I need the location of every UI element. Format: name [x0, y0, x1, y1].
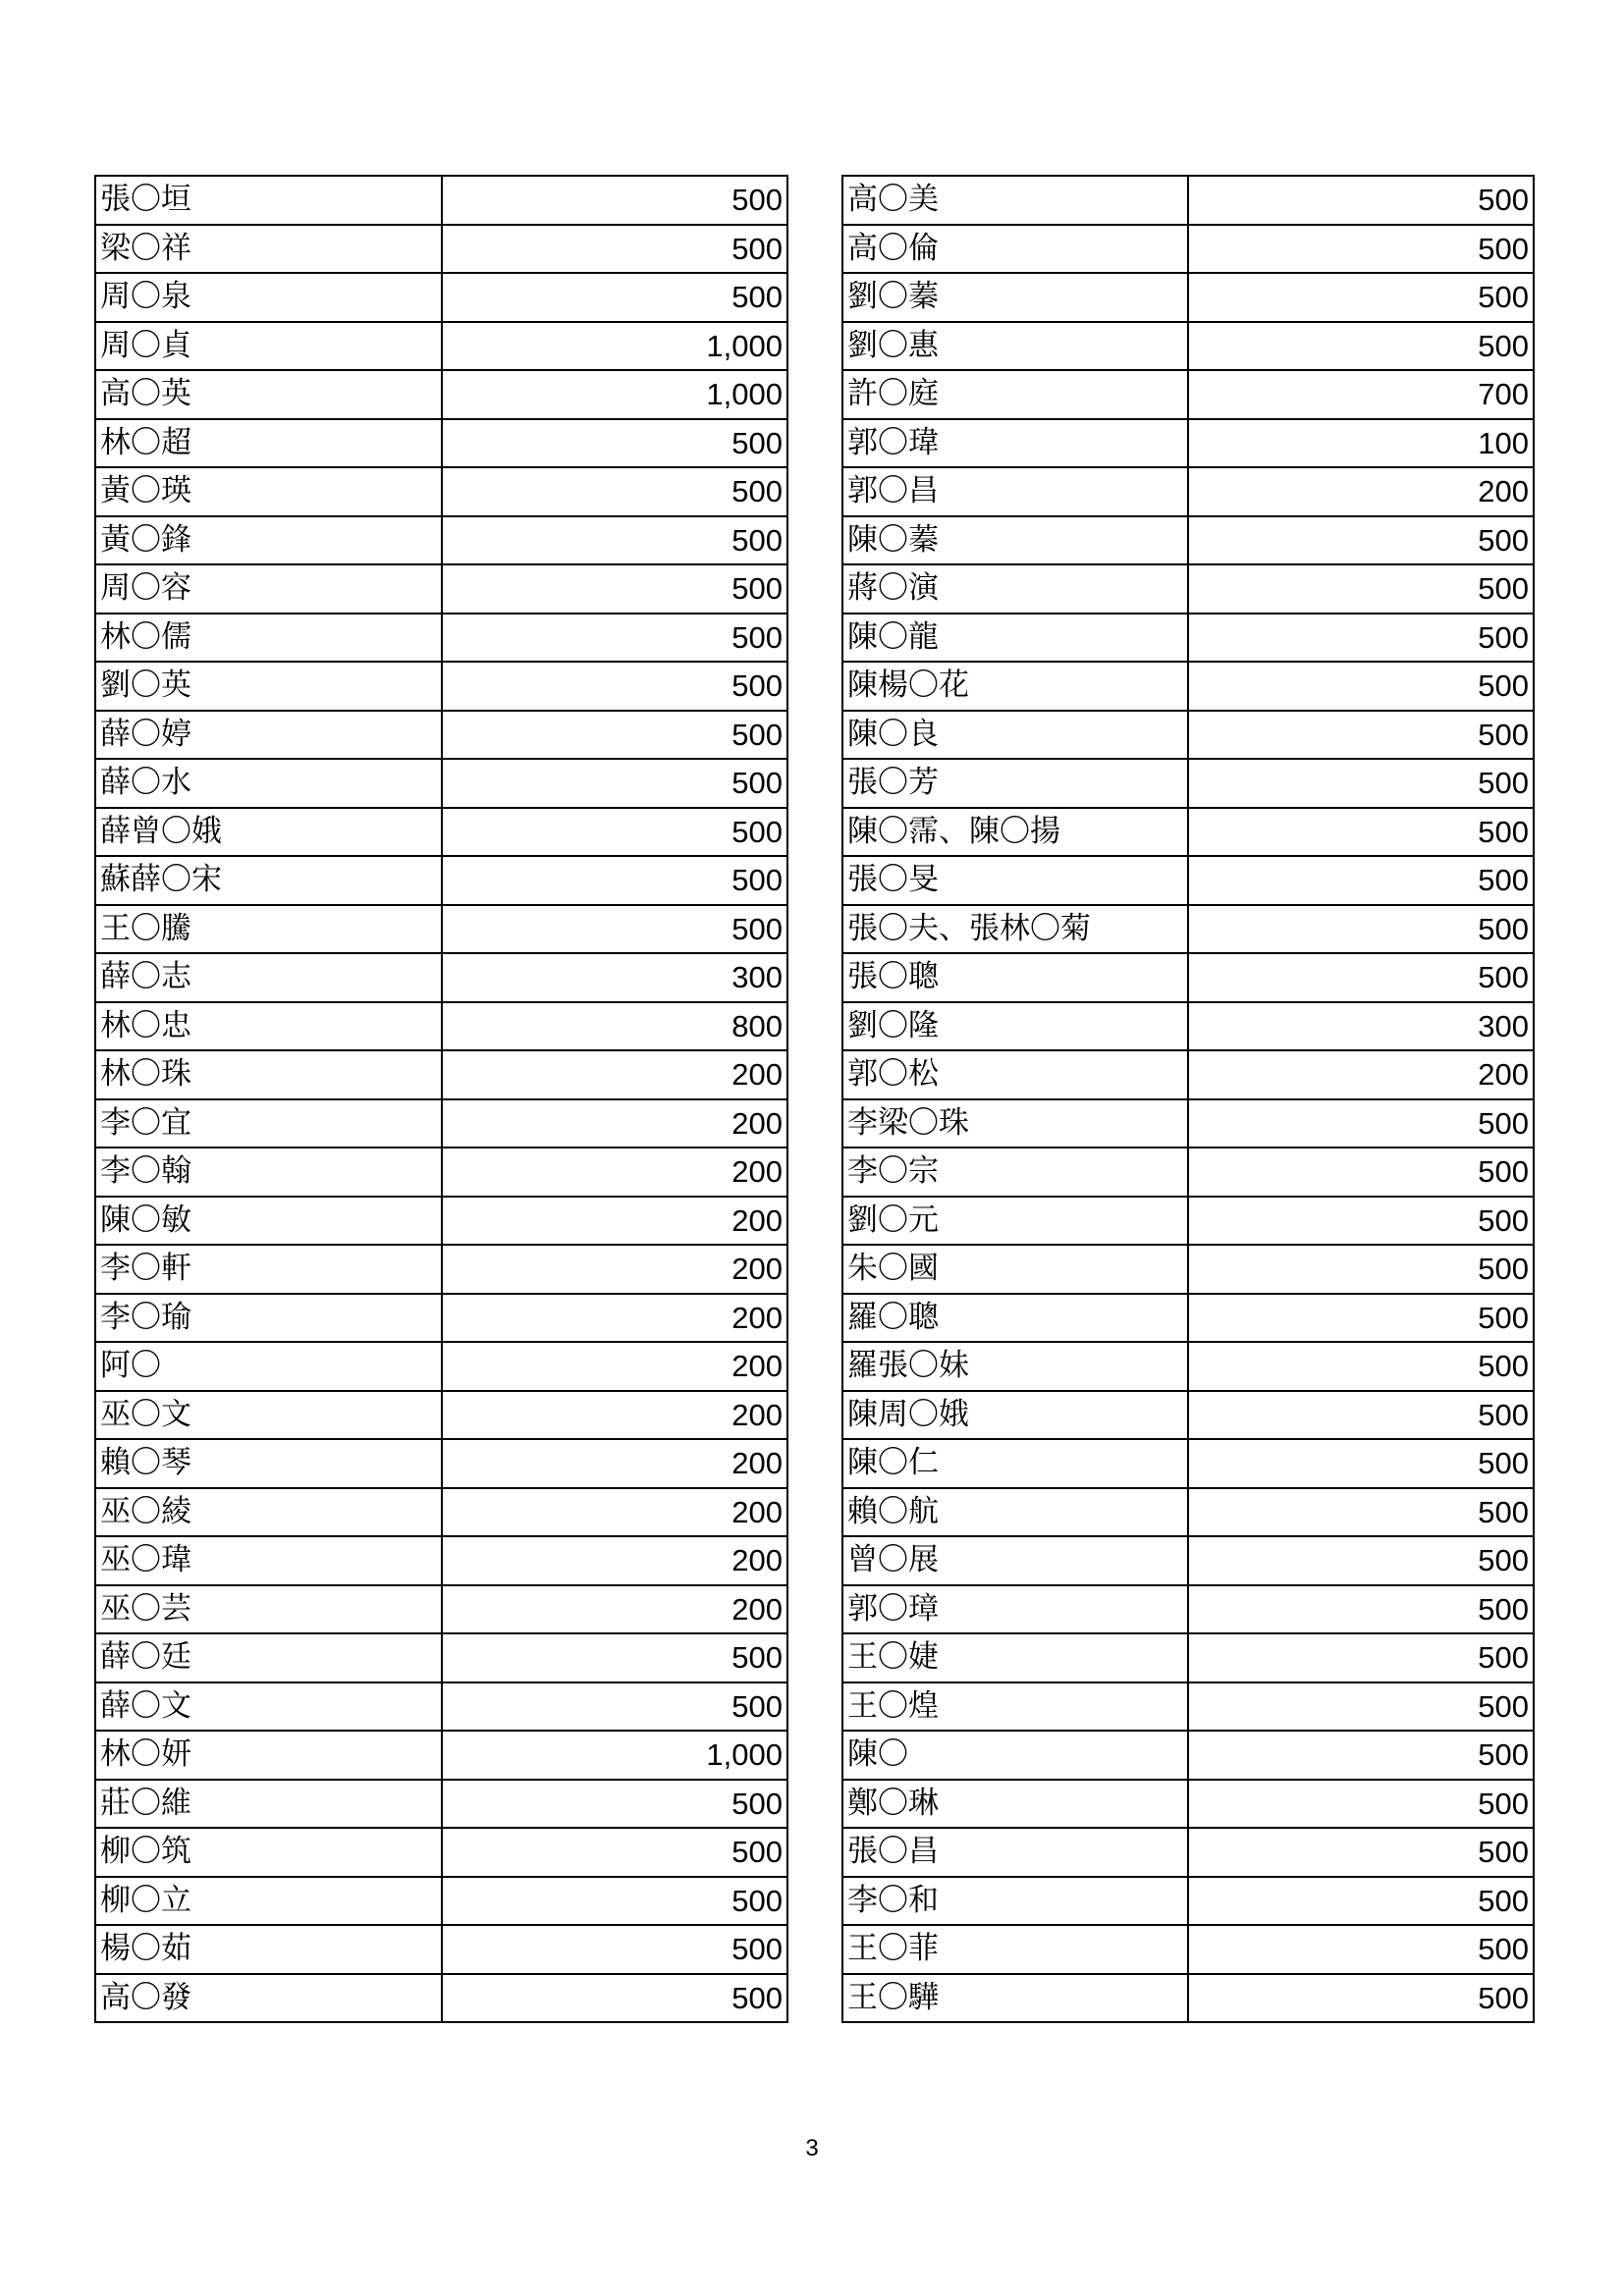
donor-name: 鄭〇琳	[842, 1780, 1188, 1829]
donor-name: 李〇軒	[95, 1245, 442, 1294]
donation-amount: 500	[1188, 1197, 1534, 1246]
donor-name: 劉〇隆	[842, 1002, 1188, 1051]
donation-amount: 1,000	[442, 1731, 788, 1780]
donor-name: 莊〇維	[95, 1780, 442, 1829]
donation-amount: 500	[1188, 225, 1534, 274]
table-row	[95, 614, 787, 663]
donor-name: 周〇容	[95, 564, 442, 614]
donation-amount: 500	[1188, 856, 1534, 905]
table-row	[842, 1828, 1534, 1877]
donation-amount: 500	[442, 419, 788, 468]
donation-amount: 500	[1188, 808, 1534, 857]
donor-name: 林〇忠	[95, 1002, 442, 1051]
donation-amount: 500	[1188, 662, 1534, 711]
donation-amount: 500	[442, 614, 788, 663]
table-row	[95, 176, 787, 225]
donor-name: 陳〇蓁	[842, 516, 1188, 565]
table-row	[95, 1439, 787, 1488]
donor-name: 張〇垣	[95, 176, 442, 225]
donation-amount: 500	[442, 1682, 788, 1732]
donation-amount: 500	[1188, 1488, 1534, 1537]
donor-name: 郭〇昌	[842, 467, 1188, 516]
donation-amount: 200	[1188, 467, 1534, 516]
donor-name: 李〇宗	[842, 1148, 1188, 1197]
donation-amount: 500	[442, 711, 788, 760]
donation-amount: 500	[1188, 905, 1534, 954]
table-row	[842, 176, 1534, 225]
donor-name: 賴〇航	[842, 1488, 1188, 1537]
donor-name: 巫〇芸	[95, 1585, 442, 1634]
table-row	[95, 564, 787, 614]
donation-amount: 200	[442, 1050, 788, 1099]
donor-name: 李〇翰	[95, 1148, 442, 1197]
donation-amount: 500	[442, 176, 788, 225]
donor-name: 林〇超	[95, 419, 442, 468]
table-row	[95, 759, 787, 808]
table-row	[95, 419, 787, 468]
donor-name: 高〇美	[842, 176, 1188, 225]
donor-name: 薛〇文	[95, 1682, 442, 1732]
table-row	[842, 1585, 1534, 1634]
table-row	[842, 1633, 1534, 1682]
table-row	[842, 1974, 1534, 2023]
donation-amount: 500	[442, 1925, 788, 1974]
table-row	[95, 1245, 787, 1294]
table-row	[842, 614, 1534, 663]
donor-name: 張〇夫、張林〇菊	[842, 905, 1188, 954]
table-row	[842, 1050, 1534, 1099]
table-row	[842, 516, 1534, 565]
table-row	[842, 1391, 1534, 1440]
donor-name: 陳周〇娥	[842, 1391, 1188, 1440]
table-row	[842, 564, 1534, 614]
table-row	[842, 1148, 1534, 1197]
donor-name: 巫〇文	[95, 1391, 442, 1440]
donation-amount: 500	[442, 1633, 788, 1682]
table-row	[95, 370, 787, 419]
donation-amount: 1,000	[442, 322, 788, 371]
table-row	[95, 1342, 787, 1391]
table-row	[842, 1002, 1534, 1051]
donor-name: 柳〇筑	[95, 1828, 442, 1877]
table-row	[95, 1536, 787, 1585]
donation-amount: 100	[1188, 419, 1534, 468]
donor-name: 高〇英	[95, 370, 442, 419]
donor-name: 劉〇蓁	[842, 273, 1188, 322]
table-row	[95, 322, 787, 371]
donation-amount: 500	[1188, 1294, 1534, 1343]
donor-name: 張〇芳	[842, 759, 1188, 808]
donor-name: 梁〇祥	[95, 225, 442, 274]
donor-name: 王〇騰	[95, 905, 442, 954]
table-row	[842, 1682, 1534, 1732]
donor-name: 陳〇	[842, 1731, 1188, 1780]
table-row	[842, 273, 1534, 322]
donation-amount: 500	[442, 1828, 788, 1877]
donation-amount: 500	[1188, 1974, 1534, 2023]
table-row	[95, 662, 787, 711]
table-row	[842, 419, 1534, 468]
table-row	[95, 1197, 787, 1246]
donation-table-left	[94, 175, 788, 2023]
donor-name: 林〇珠	[95, 1050, 442, 1099]
donation-amount: 500	[1188, 953, 1534, 1002]
donation-amount: 200	[442, 1342, 788, 1391]
donation-amount: 500	[1188, 1439, 1534, 1488]
donor-name: 李〇和	[842, 1877, 1188, 1926]
table-row	[842, 759, 1534, 808]
table-row	[95, 273, 787, 322]
donation-amount: 500	[1188, 1536, 1534, 1585]
table-row	[95, 1148, 787, 1197]
donor-name: 郭〇璋	[842, 1585, 1188, 1634]
donor-name: 王〇菲	[842, 1925, 1188, 1974]
table-row	[842, 1780, 1534, 1829]
table-row	[842, 856, 1534, 905]
donation-amount: 500	[442, 273, 788, 322]
table-row	[842, 1536, 1534, 1585]
donation-amount: 300	[442, 953, 788, 1002]
donor-name: 阿〇	[95, 1342, 442, 1391]
table-row	[842, 1877, 1534, 1926]
donation-amount: 500	[1188, 1148, 1534, 1197]
donor-name: 蔣〇演	[842, 564, 1188, 614]
table-row	[95, 1002, 787, 1051]
table-row	[842, 1245, 1534, 1294]
table-row	[842, 953, 1534, 1002]
table-row	[95, 856, 787, 905]
donation-amount: 500	[1188, 1633, 1534, 1682]
donor-name: 曾〇展	[842, 1536, 1188, 1585]
donor-name: 陳〇良	[842, 711, 1188, 760]
table-row	[95, 1099, 787, 1148]
donor-name: 郭〇瑋	[842, 419, 1188, 468]
table-row	[95, 1050, 787, 1099]
donation-amount: 500	[1188, 711, 1534, 760]
table-row	[95, 1828, 787, 1877]
table-row	[842, 1294, 1534, 1343]
donation-amount: 200	[442, 1585, 788, 1634]
donation-amount: 500	[1188, 1245, 1534, 1294]
donation-amount: 500	[442, 1974, 788, 2023]
donor-name: 郭〇松	[842, 1050, 1188, 1099]
table-row	[842, 225, 1534, 274]
donation-amount: 200	[442, 1197, 788, 1246]
donation-amount: 500	[442, 759, 788, 808]
donation-amount: 500	[1188, 1828, 1534, 1877]
donor-name: 林〇儒	[95, 614, 442, 663]
table-row	[842, 467, 1534, 516]
donor-name: 李梁〇珠	[842, 1099, 1188, 1148]
table-row	[95, 1682, 787, 1732]
table-row	[95, 1585, 787, 1634]
donor-name: 黃〇瑛	[95, 467, 442, 516]
table-row	[95, 1877, 787, 1926]
donation-amount: 500	[1188, 1877, 1534, 1926]
donor-name: 李〇瑜	[95, 1294, 442, 1343]
donation-amount: 200	[442, 1099, 788, 1148]
donation-amount: 500	[442, 1780, 788, 1829]
donor-name: 巫〇瑋	[95, 1536, 442, 1585]
donor-name: 薛〇水	[95, 759, 442, 808]
table-row	[95, 1391, 787, 1440]
donation-amount: 500	[442, 808, 788, 857]
donation-amount: 500	[1188, 759, 1534, 808]
table-row	[95, 1731, 787, 1780]
donation-amount: 1,000	[442, 370, 788, 419]
page-number: 3	[805, 2135, 819, 2162]
table-row	[95, 467, 787, 516]
donor-name: 劉〇英	[95, 662, 442, 711]
table-row	[95, 1780, 787, 1829]
table-row	[95, 1294, 787, 1343]
donor-name: 陳楊〇花	[842, 662, 1188, 711]
donor-name: 張〇旻	[842, 856, 1188, 905]
donor-name: 劉〇惠	[842, 322, 1188, 371]
donation-amount: 800	[442, 1002, 788, 1051]
table-row	[842, 1342, 1534, 1391]
table-row	[95, 953, 787, 1002]
donor-name: 楊〇茹	[95, 1925, 442, 1974]
donor-name: 薛〇志	[95, 953, 442, 1002]
table-row	[95, 905, 787, 954]
donation-amount: 200	[442, 1294, 788, 1343]
donation-amount: 500	[1188, 516, 1534, 565]
donor-name: 王〇驊	[842, 1974, 1188, 2023]
table-row	[842, 1197, 1534, 1246]
table-row	[95, 1925, 787, 1974]
donation-amount: 500	[442, 662, 788, 711]
donation-amount: 500	[442, 856, 788, 905]
donor-name: 周〇貞	[95, 322, 442, 371]
table-row	[95, 711, 787, 760]
donation-amount: 700	[1188, 370, 1534, 419]
donation-amount: 500	[1188, 1099, 1534, 1148]
donation-amount: 200	[442, 1245, 788, 1294]
donation-amount: 200	[442, 1439, 788, 1488]
donor-name: 薛曾〇娥	[95, 808, 442, 857]
table-row	[842, 905, 1534, 954]
donor-name: 薛〇婷	[95, 711, 442, 760]
donation-amount: 200	[442, 1148, 788, 1197]
donor-name: 陳〇龍	[842, 614, 1188, 663]
table-row	[842, 808, 1534, 857]
table-row	[842, 370, 1534, 419]
donor-name: 羅張〇妹	[842, 1342, 1188, 1391]
donation-amount: 500	[442, 1877, 788, 1926]
donation-amount: 500	[1188, 614, 1534, 663]
donation-amount: 500	[1188, 176, 1534, 225]
donation-amount: 500	[1188, 1925, 1534, 1974]
donation-amount: 200	[442, 1488, 788, 1537]
donation-table-right-body	[842, 176, 1534, 2022]
donation-amount: 500	[1188, 1391, 1534, 1440]
table-row	[95, 1974, 787, 2023]
donation-amount: 200	[442, 1536, 788, 1585]
donor-name: 黃〇鋒	[95, 516, 442, 565]
donation-amount: 500	[442, 467, 788, 516]
donor-name: 張〇聰	[842, 953, 1188, 1002]
donor-name: 巫〇綾	[95, 1488, 442, 1537]
table-row	[842, 662, 1534, 711]
table-row	[842, 1439, 1534, 1488]
table-row	[95, 808, 787, 857]
donor-name: 羅〇聰	[842, 1294, 1188, 1343]
donation-amount: 200	[442, 1391, 788, 1440]
donor-name: 朱〇國	[842, 1245, 1188, 1294]
donation-amount: 500	[1188, 322, 1534, 371]
donor-name: 王〇煌	[842, 1682, 1188, 1732]
donor-name: 薛〇廷	[95, 1633, 442, 1682]
table-row	[95, 516, 787, 565]
donation-amount: 500	[1188, 1780, 1534, 1829]
donation-amount: 300	[1188, 1002, 1534, 1051]
table-row	[842, 1099, 1534, 1148]
donation-table-right	[841, 175, 1535, 2023]
donor-name: 周〇泉	[95, 273, 442, 322]
donation-table-left-body	[95, 176, 787, 2022]
table-row	[842, 1925, 1534, 1974]
donation-amount: 500	[1188, 273, 1534, 322]
donation-amount: 500	[1188, 1682, 1534, 1732]
donation-amount: 500	[1188, 564, 1534, 614]
donor-name: 陳〇敏	[95, 1197, 442, 1246]
donor-name: 許〇庭	[842, 370, 1188, 419]
donor-name: 王〇婕	[842, 1633, 1188, 1682]
donor-name: 陳〇仁	[842, 1439, 1188, 1488]
donor-name: 蘇薛〇宋	[95, 856, 442, 905]
table-row	[842, 322, 1534, 371]
donation-amount: 500	[1188, 1731, 1534, 1780]
table-row	[95, 1633, 787, 1682]
donor-name: 陳〇霈、陳〇揚	[842, 808, 1188, 857]
table-row	[842, 1488, 1534, 1537]
donation-amount: 500	[1188, 1585, 1534, 1634]
donation-amount: 500	[442, 564, 788, 614]
donor-name: 高〇發	[95, 1974, 442, 2023]
table-row	[95, 1488, 787, 1537]
donation-amount: 500	[1188, 1342, 1534, 1391]
donor-name: 賴〇琴	[95, 1439, 442, 1488]
donor-name: 林〇妍	[95, 1731, 442, 1780]
donor-name: 柳〇立	[95, 1877, 442, 1926]
donor-name: 劉〇元	[842, 1197, 1188, 1246]
donor-name: 高〇倫	[842, 225, 1188, 274]
donor-name: 李〇宜	[95, 1099, 442, 1148]
donor-name: 張〇昌	[842, 1828, 1188, 1877]
table-row	[842, 711, 1534, 760]
donation-amount: 500	[442, 225, 788, 274]
donation-amount: 500	[442, 905, 788, 954]
donation-amount: 200	[1188, 1050, 1534, 1099]
table-row	[842, 1731, 1534, 1780]
table-row	[95, 225, 787, 274]
donation-amount: 500	[442, 516, 788, 565]
